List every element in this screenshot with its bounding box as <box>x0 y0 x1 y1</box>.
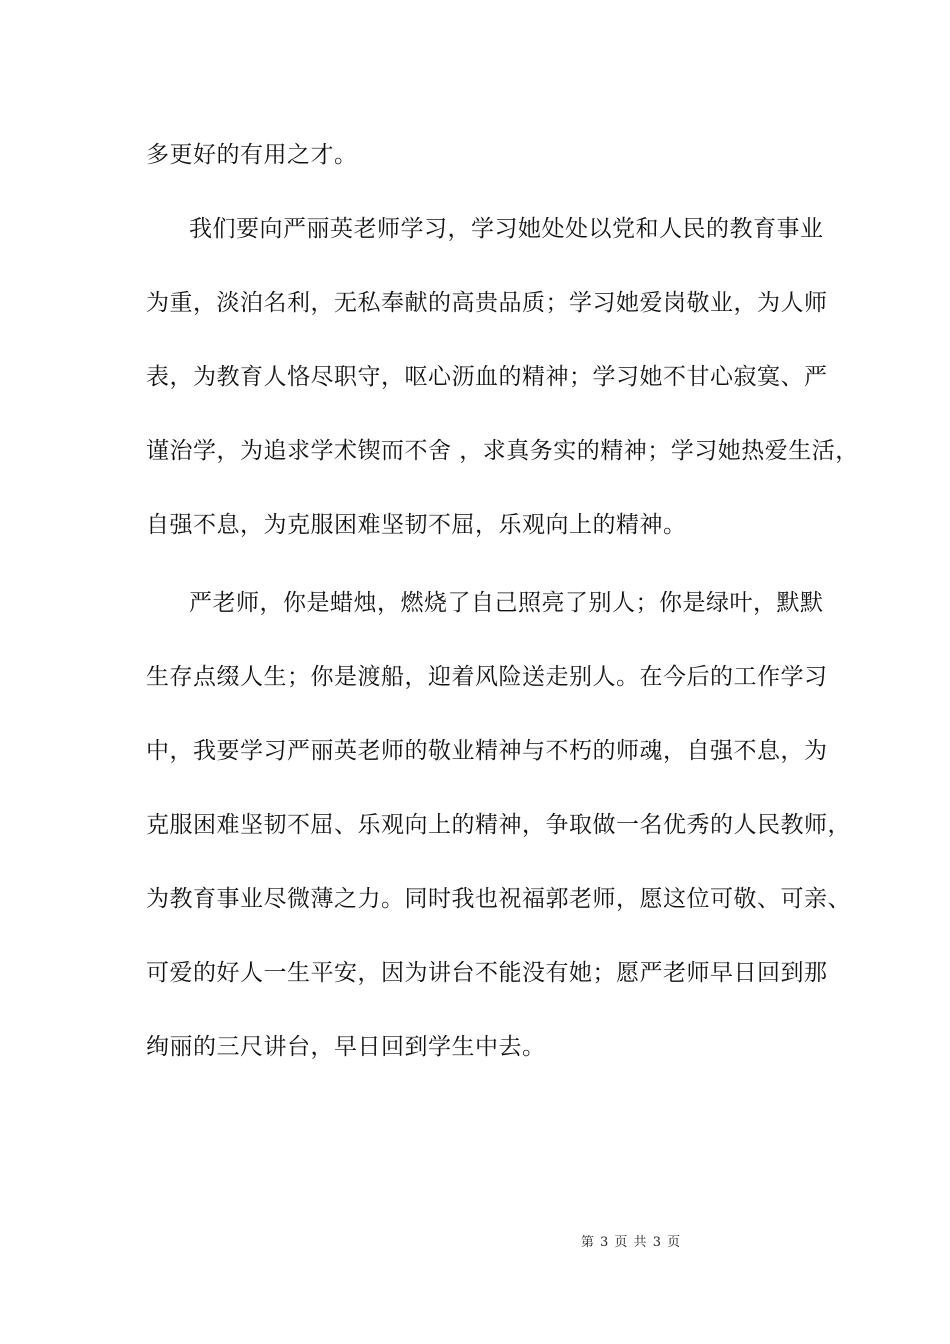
text-line-8: 生存点缀人生；你是渡船，迎着风险送走别人。在今后的工作学习 <box>146 664 828 690</box>
text-line-6: 自强不息，为克服困难坚韧不屈，乐观向上的精神。 <box>146 512 687 538</box>
page-footer <box>0 1234 950 1252</box>
text-line-7: 严老师，你是蜡烛，燃烧了自己照亮了别人；你是绿叶，默默 <box>189 590 824 616</box>
page-number-label: 第 3 页 共 3 页 <box>580 1235 682 1250</box>
text-line-13: 绚丽的三尺讲台，早日回到学生中去。 <box>146 1034 546 1060</box>
text-line-4: 表，为教育人恪尽职守，呕心沥血的精神；学习她不甘心寂寞、严 <box>146 364 828 390</box>
text-line-3: 为重，淡泊名利，无私奉献的高贵品质；学习她爱岗敬业，为人师 <box>146 290 828 316</box>
text-line-2: 我们要向严丽英老师学习，学习她处处以党和人民的教育事业 <box>189 216 824 242</box>
text-line-12: 可爱的好人一生平安，因为讲台不能没有她；愿严老师早日回到那 <box>146 960 828 986</box>
text-line-11: 为教育事业尽微薄之力。同时我也祝福郭老师，愿这位可敬、可亲、 <box>146 886 851 912</box>
text-line-5: 谨治学，为追求学术锲而不舍 ，求真务实的精神；学习她热爱生活， <box>146 438 859 464</box>
text-line-9: 中，我要学习严丽英老师的敬业精神与不朽的师魂，自强不息，为 <box>146 738 828 764</box>
text-line-1: 多更好的有用之才。 <box>146 142 358 168</box>
text-line-10: 克服困难坚韧不屈、乐观向上的精神，争取做一名优秀的人民教师， <box>146 812 851 838</box>
